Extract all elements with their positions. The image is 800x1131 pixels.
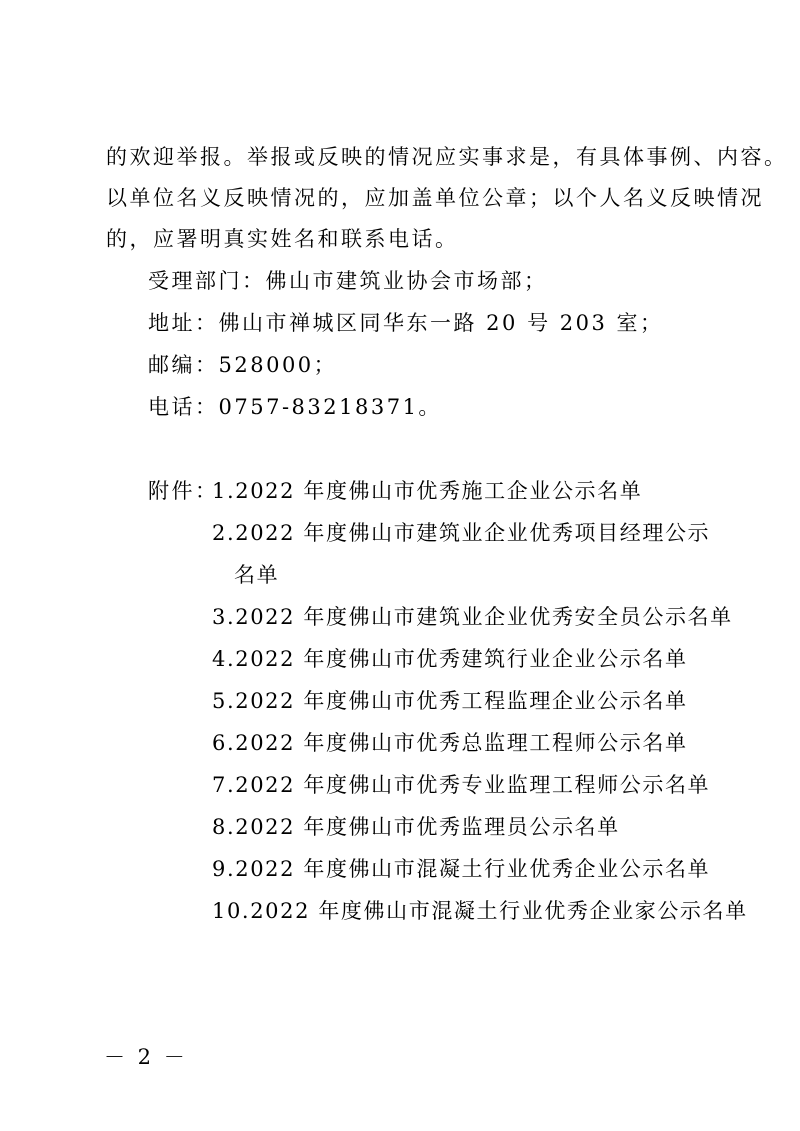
attachment-item-1: 1.2022 年度佛山市优秀施工企业公示名单 [212,479,643,503]
paragraph-line-2: 以单位名义反映情况的，应加盖单位公章；以个人名义反映情况 [106,186,764,210]
attachment-item-10: 10.2022 年度佛山市混凝土行业优秀企业家公示名单 [212,899,748,923]
attachment-item-7: 7.2022 年度佛山市优秀专业监理工程师公示名单 [212,773,711,797]
attachment-item-2: 2.2022 年度佛山市建筑业企业优秀项目经理公示 [212,521,711,545]
paragraph-line-3: 的，应署明真实姓名和联系电话。 [106,227,459,251]
attachment-item-2-continued: 名单 [234,563,280,587]
contact-department: 受理部门：佛山市建筑业协会市场部； [148,269,548,293]
attachment-item-9: 9.2022 年度佛山市混凝土行业优秀企业公示名单 [212,857,711,881]
page-number: － 2 － [104,1045,188,1069]
attachment-item-6: 6.2022 年度佛山市优秀总监理工程师公示名单 [212,731,688,755]
attachment-item-3: 3.2022 年度佛山市建筑业企业优秀安全员公示名单 [212,605,733,629]
contact-address: 地址：佛山市禅城区同华东一路 20 号 203 室； [148,311,664,335]
attachments-label: 附件： [148,479,219,503]
attachment-item-8: 8.2022 年度佛山市优秀监理员公示名单 [212,815,620,839]
contact-postcode: 邮编：528000； [148,353,338,377]
attachment-item-5: 5.2022 年度佛山市优秀工程监理企业公示名单 [212,689,688,713]
paragraph-line-1: 的欢迎举报。举报或反映的情况应实事求是，有具体事例、内容。 [106,145,788,169]
contact-phone: 电话：0757-83218371。 [148,395,442,419]
attachment-item-4: 4.2022 年度佛山市优秀建筑行业企业公示名单 [212,647,688,671]
